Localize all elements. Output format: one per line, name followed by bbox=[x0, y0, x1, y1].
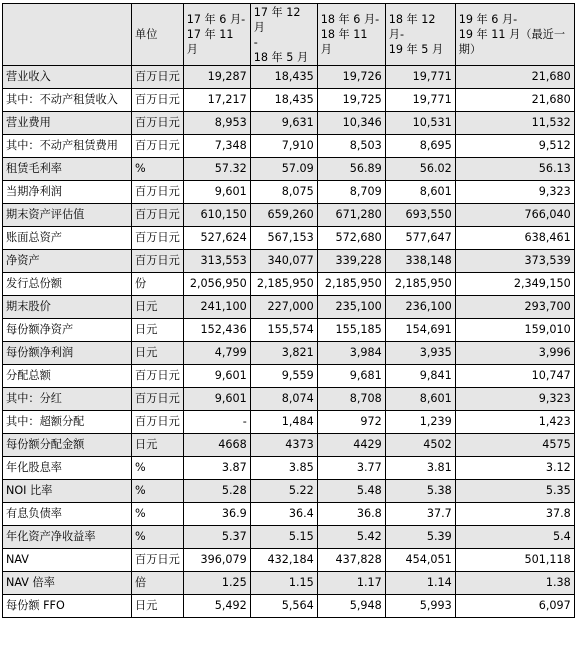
value-cell: 5.35 bbox=[455, 480, 574, 503]
table-row bbox=[3, 434, 575, 457]
row-unit: 百万日元 bbox=[132, 135, 184, 158]
row-label: 其中：超额分配 bbox=[3, 411, 132, 434]
value-cell: 9,601 bbox=[183, 388, 250, 411]
value-cell: 766,040 bbox=[455, 204, 574, 227]
header-period-4: 18 年 12 月- 19 年 5 月 bbox=[385, 4, 455, 66]
value-cell: 37.7 bbox=[385, 503, 455, 526]
value-cell: 9,512 bbox=[455, 135, 574, 158]
row-unit: % bbox=[132, 158, 184, 181]
row-unit: 日元 bbox=[132, 296, 184, 319]
table-row bbox=[3, 342, 575, 365]
value-cell: 8,708 bbox=[317, 388, 385, 411]
row-label: 年化资产净收益率 bbox=[3, 526, 132, 549]
value-cell: 154,691 bbox=[385, 319, 455, 342]
table-row bbox=[3, 158, 575, 181]
row-label: 营业收入 bbox=[3, 66, 132, 89]
table-row bbox=[3, 250, 575, 273]
value-cell: 236,100 bbox=[385, 296, 455, 319]
row-label: 其中：不动产租赁收入 bbox=[3, 89, 132, 112]
value-cell: 18,435 bbox=[250, 66, 317, 89]
value-cell: 2,185,950 bbox=[250, 273, 317, 296]
value-cell: 2,185,950 bbox=[317, 273, 385, 296]
value-cell: 3.77 bbox=[317, 457, 385, 480]
value-cell: 241,100 bbox=[183, 296, 250, 319]
value-cell: 57.32 bbox=[183, 158, 250, 181]
value-cell: 18,435 bbox=[250, 89, 317, 112]
table-row bbox=[3, 388, 575, 411]
value-cell: 3.12 bbox=[455, 457, 574, 480]
value-cell: 7,910 bbox=[250, 135, 317, 158]
row-label: 净资产 bbox=[3, 250, 132, 273]
value-cell: 9,559 bbox=[250, 365, 317, 388]
value-cell: 3,935 bbox=[385, 342, 455, 365]
row-label: 其中：分红 bbox=[3, 388, 132, 411]
value-cell: 5.4 bbox=[455, 526, 574, 549]
row-unit: 百万日元 bbox=[132, 204, 184, 227]
value-cell: 159,010 bbox=[455, 319, 574, 342]
value-cell: 340,077 bbox=[250, 250, 317, 273]
row-label: 发行总份额 bbox=[3, 273, 132, 296]
row-label: 每份额 FFO bbox=[3, 595, 132, 618]
value-cell: 577,647 bbox=[385, 227, 455, 250]
value-cell: 2,185,950 bbox=[385, 273, 455, 296]
value-cell: 373,539 bbox=[455, 250, 574, 273]
row-label: 营业费用 bbox=[3, 112, 132, 135]
row-unit: % bbox=[132, 526, 184, 549]
value-cell: 1,239 bbox=[385, 411, 455, 434]
value-cell: 1.17 bbox=[317, 572, 385, 595]
table-row bbox=[3, 365, 575, 388]
row-unit: % bbox=[132, 503, 184, 526]
value-cell: 10,346 bbox=[317, 112, 385, 135]
value-cell: 10,531 bbox=[385, 112, 455, 135]
table-row bbox=[3, 319, 575, 342]
value-cell: 8,709 bbox=[317, 181, 385, 204]
value-cell: 56.13 bbox=[455, 158, 574, 181]
table-row bbox=[3, 135, 575, 158]
header-period-3: 18 年 6 月- 18 年 11 月 bbox=[317, 4, 385, 66]
value-cell: 338,148 bbox=[385, 250, 455, 273]
financial-table bbox=[2, 3, 575, 618]
row-unit: 百万日元 bbox=[132, 388, 184, 411]
value-cell: 21,680 bbox=[455, 66, 574, 89]
value-cell: 3,996 bbox=[455, 342, 574, 365]
table-row bbox=[3, 480, 575, 503]
row-unit: 百万日元 bbox=[132, 411, 184, 434]
row-label: NAV 倍率 bbox=[3, 572, 132, 595]
header-period-1: 17 年 6 月- 17 年 11 月 bbox=[183, 4, 250, 66]
value-cell: 501,118 bbox=[455, 549, 574, 572]
row-unit: 倍 bbox=[132, 572, 184, 595]
value-cell: 155,185 bbox=[317, 319, 385, 342]
value-cell: 3.81 bbox=[385, 457, 455, 480]
value-cell: 5.22 bbox=[250, 480, 317, 503]
value-cell: 8,953 bbox=[183, 112, 250, 135]
value-cell: 572,680 bbox=[317, 227, 385, 250]
value-cell: 8,074 bbox=[250, 388, 317, 411]
value-cell: 5.39 bbox=[385, 526, 455, 549]
value-cell: 1.25 bbox=[183, 572, 250, 595]
row-label: 当期净利润 bbox=[3, 181, 132, 204]
row-unit: 百万日元 bbox=[132, 549, 184, 572]
row-unit: 百万日元 bbox=[132, 181, 184, 204]
value-cell: 36.4 bbox=[250, 503, 317, 526]
row-label: NAV bbox=[3, 549, 132, 572]
row-label: 账面总资产 bbox=[3, 227, 132, 250]
value-cell: 10,747 bbox=[455, 365, 574, 388]
table-row bbox=[3, 549, 575, 572]
row-unit: % bbox=[132, 457, 184, 480]
value-cell: 396,079 bbox=[183, 549, 250, 572]
table-row bbox=[3, 66, 575, 89]
table-row bbox=[3, 181, 575, 204]
row-unit: 日元 bbox=[132, 319, 184, 342]
value-cell: 5,564 bbox=[250, 595, 317, 618]
row-unit: 百万日元 bbox=[132, 250, 184, 273]
table-row bbox=[3, 457, 575, 480]
row-unit: 百万日元 bbox=[132, 89, 184, 112]
value-cell: 5.15 bbox=[250, 526, 317, 549]
value-cell: 9,601 bbox=[183, 181, 250, 204]
row-label: 每份额分配金额 bbox=[3, 434, 132, 457]
value-cell: 56.89 bbox=[317, 158, 385, 181]
table-row bbox=[3, 89, 575, 112]
value-cell: 227,000 bbox=[250, 296, 317, 319]
row-label: 每份额净利润 bbox=[3, 342, 132, 365]
value-cell: 37.8 bbox=[455, 503, 574, 526]
value-cell: 11,532 bbox=[455, 112, 574, 135]
row-unit: 份 bbox=[132, 273, 184, 296]
row-unit: 百万日元 bbox=[132, 112, 184, 135]
value-cell: 9,631 bbox=[250, 112, 317, 135]
table-row bbox=[3, 296, 575, 319]
value-cell: 2,349,150 bbox=[455, 273, 574, 296]
row-label: 每份额净资产 bbox=[3, 319, 132, 342]
value-cell: 4502 bbox=[385, 434, 455, 457]
value-cell: 339,228 bbox=[317, 250, 385, 273]
row-unit: 日元 bbox=[132, 595, 184, 618]
table-row bbox=[3, 204, 575, 227]
value-cell: 5.37 bbox=[183, 526, 250, 549]
table-row bbox=[3, 503, 575, 526]
value-cell: 5.38 bbox=[385, 480, 455, 503]
value-cell: 19,725 bbox=[317, 89, 385, 112]
value-cell: 638,461 bbox=[455, 227, 574, 250]
value-cell: 8,601 bbox=[385, 181, 455, 204]
value-cell: 57.09 bbox=[250, 158, 317, 181]
header-label-cell bbox=[3, 4, 132, 66]
value-cell: 4429 bbox=[317, 434, 385, 457]
row-label: 有息负债率 bbox=[3, 503, 132, 526]
value-cell: 5.42 bbox=[317, 526, 385, 549]
value-cell: 36.9 bbox=[183, 503, 250, 526]
row-label: NOI 比率 bbox=[3, 480, 132, 503]
value-cell: 4,799 bbox=[183, 342, 250, 365]
value-cell: 4668 bbox=[183, 434, 250, 457]
row-label: 其中：不动产租赁费用 bbox=[3, 135, 132, 158]
row-label: 分配总额 bbox=[3, 365, 132, 388]
value-cell: 1.14 bbox=[385, 572, 455, 595]
row-unit: 百万日元 bbox=[132, 227, 184, 250]
value-cell: - bbox=[183, 411, 250, 434]
value-cell: 5.28 bbox=[183, 480, 250, 503]
value-cell: 19,726 bbox=[317, 66, 385, 89]
value-cell: 3,984 bbox=[317, 342, 385, 365]
value-cell: 155,574 bbox=[250, 319, 317, 342]
value-cell: 4373 bbox=[250, 434, 317, 457]
value-cell: 5,492 bbox=[183, 595, 250, 618]
value-cell: 659,260 bbox=[250, 204, 317, 227]
value-cell: 19,287 bbox=[183, 66, 250, 89]
value-cell: 9,323 bbox=[455, 388, 574, 411]
header-period-2: 17 年 12 月 - 18 年 5 月 bbox=[250, 4, 317, 66]
value-cell: 19,771 bbox=[385, 89, 455, 112]
table-row bbox=[3, 572, 575, 595]
table-row bbox=[3, 526, 575, 549]
value-cell: 56.02 bbox=[385, 158, 455, 181]
table-row bbox=[3, 112, 575, 135]
value-cell: 8,695 bbox=[385, 135, 455, 158]
value-cell: 3,821 bbox=[250, 342, 317, 365]
row-unit: % bbox=[132, 480, 184, 503]
value-cell: 313,553 bbox=[183, 250, 250, 273]
value-cell: 432,184 bbox=[250, 549, 317, 572]
value-cell: 5.48 bbox=[317, 480, 385, 503]
value-cell: 671,280 bbox=[317, 204, 385, 227]
value-cell: 8,601 bbox=[385, 388, 455, 411]
value-cell: 693,550 bbox=[385, 204, 455, 227]
value-cell: 1.38 bbox=[455, 572, 574, 595]
value-cell: 293,700 bbox=[455, 296, 574, 319]
table-row bbox=[3, 595, 575, 618]
value-cell: 36.8 bbox=[317, 503, 385, 526]
value-cell: 567,153 bbox=[250, 227, 317, 250]
value-cell: 3.87 bbox=[183, 457, 250, 480]
header-period-5: 19 年 6 月- 19 年 11 月（最近一 期） bbox=[455, 4, 574, 66]
row-unit: 日元 bbox=[132, 434, 184, 457]
value-cell: 4575 bbox=[455, 434, 574, 457]
value-cell: 8,075 bbox=[250, 181, 317, 204]
value-cell: 3.85 bbox=[250, 457, 317, 480]
value-cell: 610,150 bbox=[183, 204, 250, 227]
value-cell: 527,624 bbox=[183, 227, 250, 250]
value-cell: 9,601 bbox=[183, 365, 250, 388]
table-row bbox=[3, 273, 575, 296]
value-cell: 1,423 bbox=[455, 411, 574, 434]
header-row bbox=[3, 4, 575, 66]
table-row bbox=[3, 227, 575, 250]
value-cell: 9,841 bbox=[385, 365, 455, 388]
value-cell: 19,771 bbox=[385, 66, 455, 89]
value-cell: 152,436 bbox=[183, 319, 250, 342]
value-cell: 2,056,950 bbox=[183, 273, 250, 296]
value-cell: 6,097 bbox=[455, 595, 574, 618]
row-label: 期末股价 bbox=[3, 296, 132, 319]
value-cell: 454,051 bbox=[385, 549, 455, 572]
table-row bbox=[3, 411, 575, 434]
value-cell: 8,503 bbox=[317, 135, 385, 158]
row-label: 租赁毛利率 bbox=[3, 158, 132, 181]
value-cell: 5,993 bbox=[385, 595, 455, 618]
header-unit-cell: 单位 bbox=[132, 4, 184, 66]
row-label: 年化股息率 bbox=[3, 457, 132, 480]
row-unit: 日元 bbox=[132, 342, 184, 365]
row-label: 期末资产评估值 bbox=[3, 204, 132, 227]
value-cell: 21,680 bbox=[455, 89, 574, 112]
value-cell: 9,323 bbox=[455, 181, 574, 204]
value-cell: 437,828 bbox=[317, 549, 385, 572]
value-cell: 9,681 bbox=[317, 365, 385, 388]
row-unit: 百万日元 bbox=[132, 66, 184, 89]
value-cell: 972 bbox=[317, 411, 385, 434]
value-cell: 5,948 bbox=[317, 595, 385, 618]
value-cell: 235,100 bbox=[317, 296, 385, 319]
value-cell: 17,217 bbox=[183, 89, 250, 112]
value-cell: 1.15 bbox=[250, 572, 317, 595]
row-unit: 百万日元 bbox=[132, 365, 184, 388]
value-cell: 7,348 bbox=[183, 135, 250, 158]
document-page bbox=[2, 3, 579, 618]
value-cell: 1,484 bbox=[250, 411, 317, 434]
